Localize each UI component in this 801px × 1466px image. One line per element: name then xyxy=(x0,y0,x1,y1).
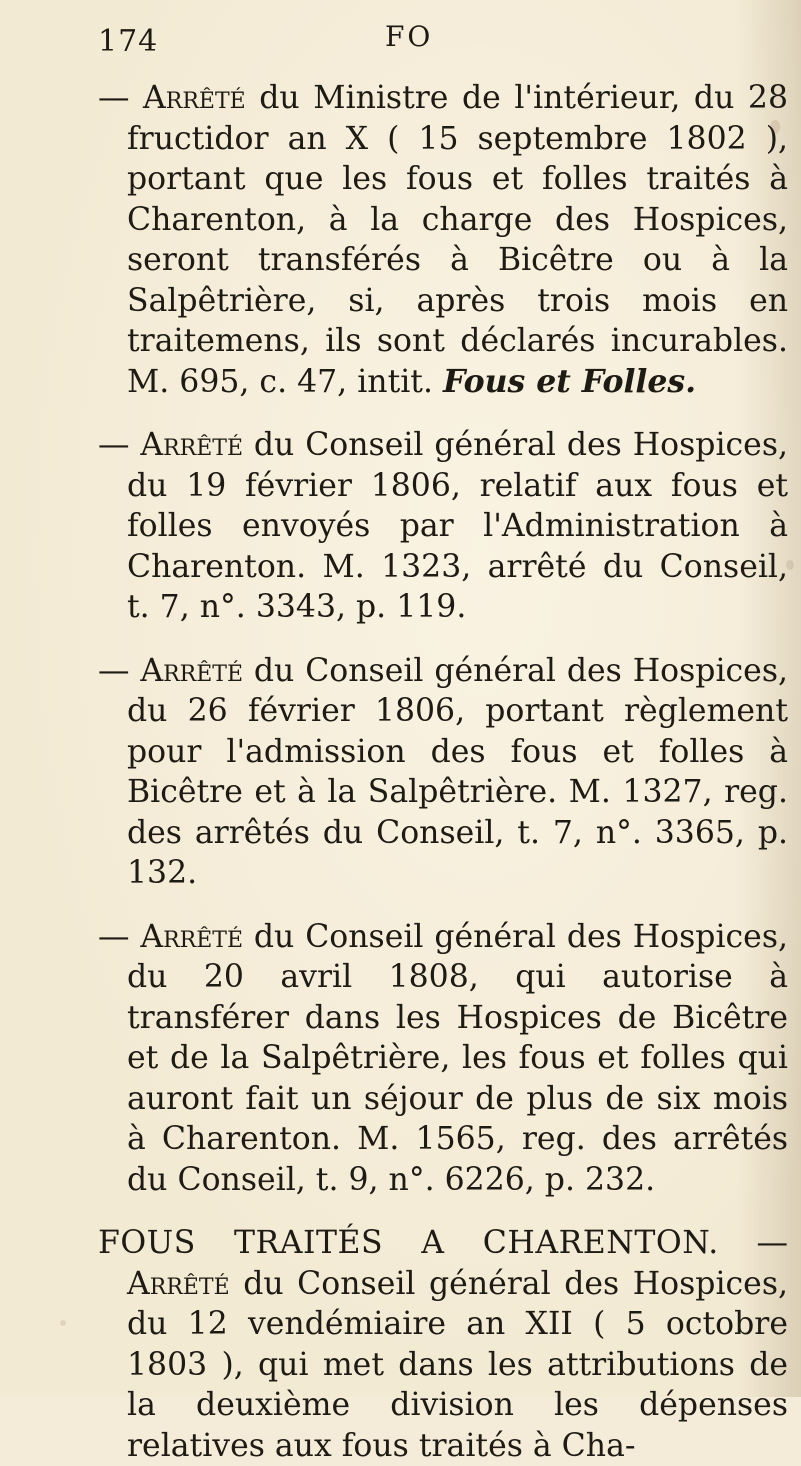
entry-arrete-26-fevrier-1806 xyxy=(98,651,788,894)
entry-lead: Arrêté xyxy=(140,427,244,463)
entry-body: du Conseil général des Hospices, du 19 février 1806, relatif aux fous et folles envoyés par l'Administration à Charenton. M. 1323, arrêté du Conseil, t. 7, n°. 3343, p. 119. xyxy=(127,427,788,625)
entry-dash: — xyxy=(98,652,130,689)
entry-dash: — xyxy=(98,80,130,116)
entry-body: du Conseil général des Hospices, du 26 février 1806, portant règlement pour l'admission des fous et folles à Bicêtre et à la Salpêtrière. M. 1327, reg. des arrêtés du Conseil, t. 7, n°. 3365, p. 132. xyxy=(127,652,788,891)
running-head xyxy=(98,10,498,70)
entry-lead: Arrêté xyxy=(140,918,244,955)
entry-lead: Arrêté xyxy=(143,80,246,116)
entry-arrete-20-avril-1808 xyxy=(98,917,788,1201)
entry-body: du Conseil général des Hospices, du 20 avril 1808, qui autorise à transférer dans les Hospices de Bicêtre et de la Salpêtrière, les fous et folles qui auront fait un séjour de plus de six mois à Charenton. M. 1565, reg. des arrêtés du Conseil, t. 9, n°. 6226, p. 232. xyxy=(127,918,788,1198)
paper-stain xyxy=(770,120,780,134)
entry-dash: — xyxy=(98,918,130,955)
entry-body: du Ministre de l'intérieur, du 28 fructidor an X ( 15 septembre 1802 ), portant que les fous et folles traités à Charenton, à la charge des Hospices, seront transférés à Bicêtre ou à la Salpêtrière, si, après trois mois en traitemens, ils sont déclarés incurables. M. 695, c. 47, intit. xyxy=(127,80,789,400)
entry-title-reference: Fous et Folles. xyxy=(442,362,697,400)
entry-lead: Arrêté xyxy=(140,652,244,689)
running-head-word: FO xyxy=(385,20,434,53)
entry-dash: — xyxy=(98,427,130,463)
paper-stain xyxy=(60,1320,66,1326)
page-number: 174 xyxy=(98,24,159,59)
paper-stain xyxy=(786,560,794,570)
entry-fous-traites-a-charenton xyxy=(98,1223,788,1466)
entry-arrete-19-fevrier-1806 xyxy=(98,425,788,628)
entry-dash: — xyxy=(718,1225,789,1261)
entry-arrete-1802 xyxy=(98,78,788,402)
section-heading: FOUS TRAITÉS A CHARENTON. xyxy=(98,1225,719,1261)
text-block xyxy=(98,78,788,1466)
entry-lead: Arrêté xyxy=(127,1265,230,1302)
entry-body: du Conseil général des Hospices, du 12 vendémiaire an XII ( 5 octobre 1803 ), qui met dans les attributions de la deuxième division les dépenses relatives aux fous traités à Cha- xyxy=(127,1265,788,1464)
